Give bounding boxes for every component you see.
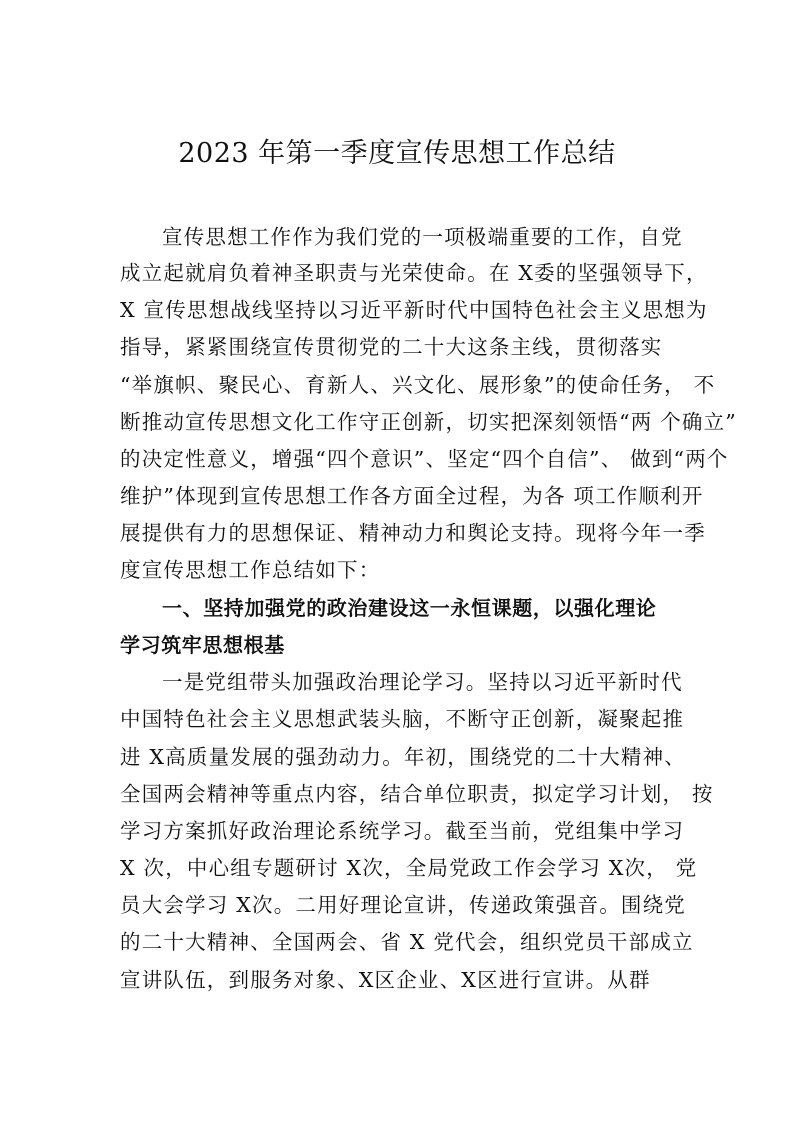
section-heading: 学习筑牢思想根基 [120, 633, 285, 657]
paragraph-line: 中国特色社会主义思想武装头脑，不断守正创新，凝聚起推 [120, 707, 685, 731]
paragraph-line: 的二十大精神、全国两会、省 X 党代会，组织党员干部成立 [120, 930, 694, 954]
paragraph-line: 成立起就肩负着神圣职责与光荣使命。在 X委的坚强领导下， [120, 261, 708, 285]
paragraph-line: 维护”体现到宣传思想工作各方面全过程，为各 项工作顺利开 [120, 484, 704, 508]
paragraph-line: X 次，中心组专题研讨 X次，全局党政工作会学习 X次， 党 [120, 856, 698, 880]
paragraph-line: 员大会学习 X次。二用好理论宣讲，传递政策强音。围绕党 [120, 893, 687, 917]
paragraph-line: 展提供有力的思想保证、精神动力和舆论支持。现将今年一季 [120, 521, 706, 545]
paragraph-line: 度宣传思想工作总结如下： [120, 558, 381, 582]
paragraph-line: 指导，紧紧围绕宣传贯彻党的二十大这条主线，贯彻落实 [120, 335, 663, 359]
paragraph-line: 学习方案抓好政治理论系统学习。截至当前，党组集中学习 [120, 819, 685, 843]
paragraph-line: 进 X高质量发展的强劲动力。年初，围绕党的二十大精神、 [120, 745, 687, 769]
section-heading: 一、坚持加强党的政治建设这一永恒课题，以强化理论 [162, 596, 657, 620]
paragraph-line: 宣讲队伍，到服务对象、X区企业、X区进行宣讲。从群 [120, 968, 651, 992]
document-title: 2023 年第一季度宣传思想工作总结 [178, 138, 616, 169]
paragraph-line: 全国两会精神等重点内容，结合单位职责，拟定学习计划， 按 [120, 782, 714, 806]
paragraph-line: 宣传思想工作作为我们党的一项极端重要的工作，自党 [162, 225, 683, 249]
paragraph-line: X 宣传思想战线坚持以习近平新时代中国特色社会主义思想为 [120, 298, 708, 322]
paragraph-line: 一是党组带头加强政治理论学习。坚持以习近平新时代 [162, 670, 683, 694]
paragraph-line: 断推动宣传思想文化工作守正创新，切实把深刻领悟“两 个确立” [120, 410, 737, 434]
paragraph-line: “举旗帜、聚民心、育新人、兴文化、展形象”的使命任务， 不 [120, 373, 716, 397]
paragraph-line: 的决定性意义，增强“四个意识”、坚定“四个自信”、 做到“两个 [120, 447, 729, 471]
